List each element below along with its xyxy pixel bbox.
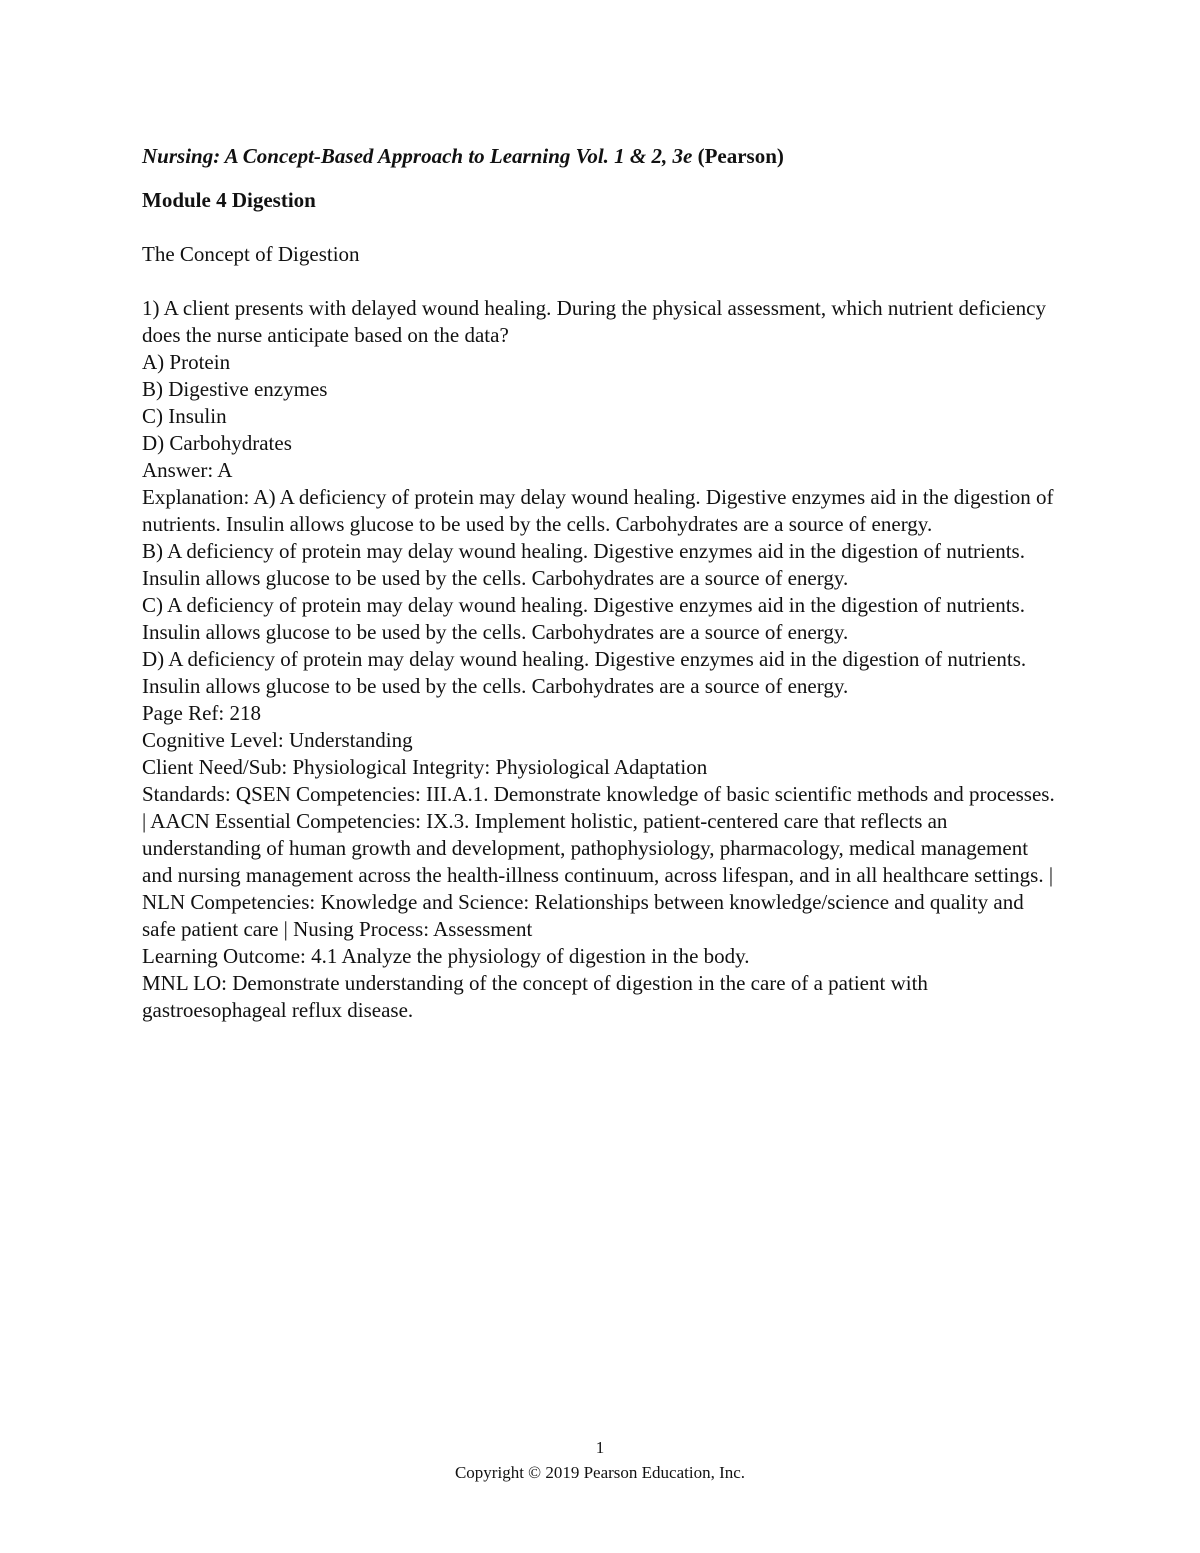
option-a: A) Protein: [142, 350, 231, 374]
question-stem: 1) A client presents with delayed wound healing. During the physical assessment, which nutrient deficiency does the nurse anticipate based on the data?: [142, 296, 1046, 347]
mnl-lo: MNL LO: Demonstrate understanding of the concept of digestion in the care of a patient with gastroesophageal reflux disease.: [142, 971, 928, 1022]
explanation-c: C) A deficiency of protein may delay wound healing. Digestive enzymes aid in the digestion of nutrients. Insulin allows glucose to be used by the cells. Carbohydrates are a source of energy.: [142, 593, 1025, 644]
option-d: D) Carbohydrates: [142, 431, 292, 455]
standards: Standards: QSEN Competencies: III.A.1. Demonstrate knowledge of basic scientific methods and processes. | AACN Essential Competencies: IX.3. Implement holistic, patient-centered care that reflects an understanding of human growth and development, pathophysiology, pharmacology, medical management and nursing management across the health-illness continuum, across lifespan, and in all healthcare settings. | NLN Competencies: Knowledge and Science: Relationships between knowledge/science and quality and safe patient care | Nusing Process: Assessment: [142, 782, 1055, 941]
document-page: [142, 143, 1062, 1024]
learning-outcome: Learning Outcome: 4.1 Analyze the physiology of digestion in the body.: [142, 944, 750, 968]
book-title-publisher: (Pearson): [692, 144, 784, 168]
page-number: 1: [595, 1438, 605, 1457]
explanation-a: Explanation: A) A deficiency of protein may delay wound healing. Digestive enzymes aid in the digestion of nutrients. Insulin allows glucose to be used by the cells. Carbohydrates are a source of energy.: [142, 485, 1054, 536]
cognitive-level: Cognitive Level: Understanding: [142, 728, 413, 752]
module-heading: Module 4 Digestion: [142, 188, 316, 212]
answer: Answer: A: [142, 458, 233, 482]
copyright-notice: Copyright © 2019 Pearson Education, Inc.: [454, 1463, 746, 1482]
question-block: [142, 295, 1062, 1024]
book-title: [142, 143, 1062, 170]
section-heading: The Concept of Digestion: [142, 242, 360, 266]
explanation-b: B) A deficiency of protein may delay wound healing. Digestive enzymes aid in the digestion of nutrients. Insulin allows glucose to be used by the cells. Carbohydrates are a source of energy.: [142, 539, 1025, 590]
book-title-italic: Nursing: A Concept-Based Approach to Learning Vol. 1 & 2, 3e: [142, 144, 693, 168]
explanation-d: D) A deficiency of protein may delay wound healing. Digestive enzymes aid in the digestion of nutrients. Insulin allows glucose to be used by the cells. Carbohydrates are a source of energy.: [142, 647, 1027, 698]
client-need: Client Need/Sub: Physiological Integrity: Physiological Adaptation: [142, 755, 708, 779]
option-c: C) Insulin: [142, 404, 227, 428]
option-b: B) Digestive enzymes: [142, 377, 328, 401]
page-ref: Page Ref: 218: [142, 701, 261, 725]
